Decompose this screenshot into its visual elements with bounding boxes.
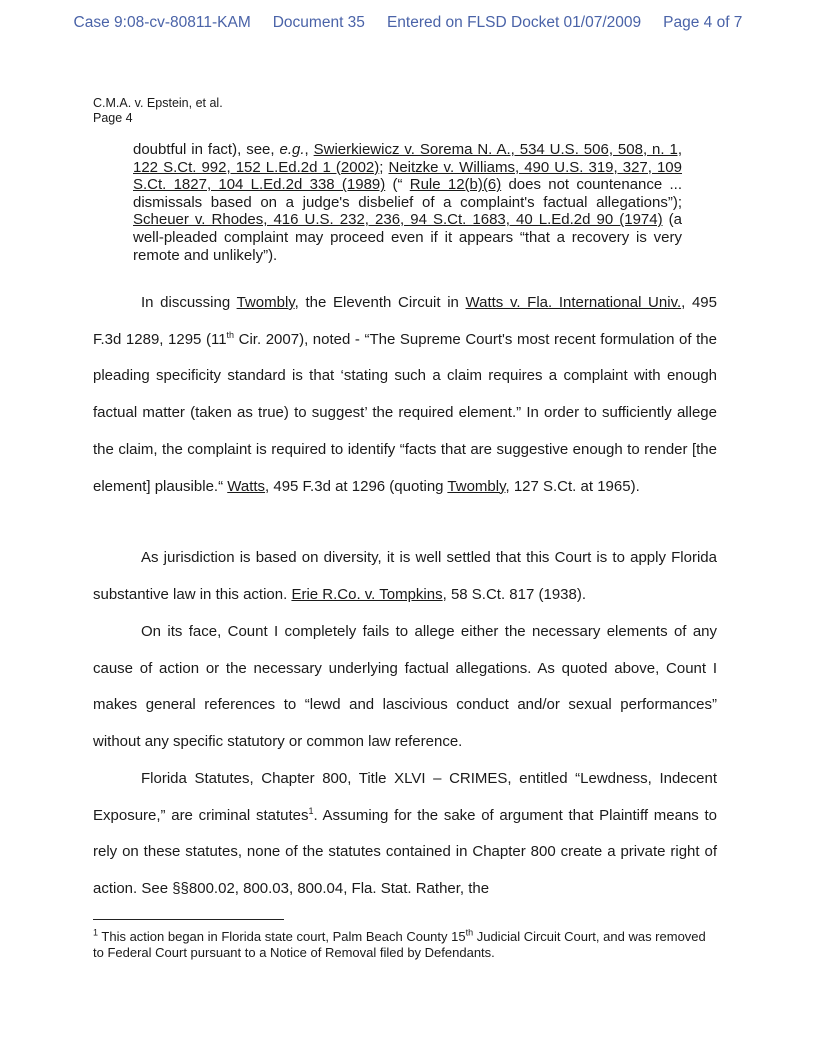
citation-swierkiewicz: Swierkiewicz v. Sorema N. A., 534 U.S. 506, 508, n. 1, 122 S.Ct. 992, 152 L.Ed.2d 1 (2002) — [133, 141, 682, 176]
block-quote — [133, 141, 682, 264]
page-label: Page 4 — [93, 111, 133, 125]
footnote-divider — [93, 919, 284, 920]
footnote-text: Judicial Circuit Court, and was removed to Federal Court pursuant to a Notice of Removal filed by Defendants. — [93, 929, 706, 960]
paragraph-text: In discussing — [141, 294, 237, 311]
quote-text: , — [304, 141, 314, 158]
footnote-1 — [93, 929, 713, 960]
paragraph-text: , 127 S.Ct. at 1965). — [505, 477, 640, 495]
ordinal-superscript: th — [226, 329, 235, 340]
citation-rule-12b6: Rule 12(b)(6) — [409, 176, 502, 194]
docket-entry: Entered on FLSD Docket 01/07/2009 — [386, 14, 642, 31]
quote-text: ; — [379, 158, 389, 176]
citation-watts: Watts v. Fla. International Univ. — [465, 294, 682, 311]
ordinal-superscript: th — [465, 927, 474, 938]
citation-neitzke: Neitzke v. Williams, 490 U.S. 319, 327, 109 S.Ct. 1827, 104 L.Ed.2d 338 (1989) — [133, 158, 682, 194]
page-indicator: Page 4 of 7 — [663, 14, 743, 31]
paragraph-twombly — [93, 285, 717, 505]
quote-eg: e.g. — [279, 141, 305, 158]
paragraph-jurisdiction — [93, 540, 717, 613]
paragraph-chapter-800 — [93, 761, 717, 908]
citation-twombly-short: Twombly — [447, 477, 506, 495]
paragraph-text: As jurisdiction is based on diversity, it is well settled that this Court is to apply Florida substantive law in this action. — [93, 549, 717, 603]
footnote-text: This action began in Florida state court, Palm Beach County 15 — [98, 929, 466, 944]
paragraph-text: Florida Statutes, Chapter 800, Title XLVI – CRIMES, entitled “Lewdness, Indecent Exposure,” are criminal statutes — [93, 770, 717, 824]
document-number: Document 35 — [272, 14, 365, 31]
quote-text: doubtful in fact), see, — [133, 141, 280, 158]
case-caption: C.M.A. v. Epstein, et al. — [93, 96, 223, 110]
paragraph-text: . Assuming for the sake of argument that Plaintiff means to rely on these statutes, none of the statutes contained in Chapter 800 create a private right of action. See §§800.02, 800.03, 800.04, Fla. Stat. Rather, the — [93, 806, 717, 898]
quote-text: (a well-pleaded complaint may proceed even if it appears “that a recovery is very remote and unlikely”). — [133, 211, 682, 264]
paragraph-text: Cir. 2007), noted - “The Supreme Court's most recent formulation of the pleading specificity standard is that ‘stating such a claim requires a complaint with enough factual matter (taken as true) to suggest’ the required element.” In order to sufficiently allege the claim, the complaint is required to identify “facts that are suggestive enough to render [the element] plausible.“ — [93, 330, 717, 495]
citation-watts-short: Watts — [227, 477, 266, 495]
paragraph-text: , 58 S.Ct. 817 (1938). — [442, 585, 587, 603]
footnote-reference: 1 — [308, 805, 314, 816]
citation-twombly: Twombly — [236, 294, 295, 311]
quote-text: (“ — [385, 176, 410, 194]
docket-stamp — [0, 14, 816, 32]
paragraph-text: , 495 F.3d at 1296 (quoting — [265, 477, 448, 495]
paragraph-text: , the Eleventh Circuit in — [294, 294, 466, 311]
paragraph-text: , 495 F.3d 1289, 1295 (11 — [93, 294, 717, 348]
quote-text: does not countenance ... dismissals based on a judge's disbelief of a complaint's factual allegations”); — [133, 176, 682, 211]
case-number: Case 9:08-cv-80811-KAM — [73, 14, 251, 31]
citation-erie: Erie R.Co. v. Tompkins — [291, 585, 443, 603]
paragraph-count-one: On its face, Count I completely fails to allege either the necessary elements of any cause of action or the necessary underlying factual allegations. As quoted above, Count I makes general references to “lewd and lascivious conduct and/or sexual performances” without any specific statutory or common law reference. — [93, 623, 717, 751]
citation-scheuer: Scheuer v. Rhodes, 416 U.S. 232, 236, 94 S.Ct. 1683, 40 L.Ed.2d 90 (1974) — [133, 211, 663, 229]
footnote-marker: 1 — [93, 927, 99, 938]
page-header — [93, 96, 223, 126]
